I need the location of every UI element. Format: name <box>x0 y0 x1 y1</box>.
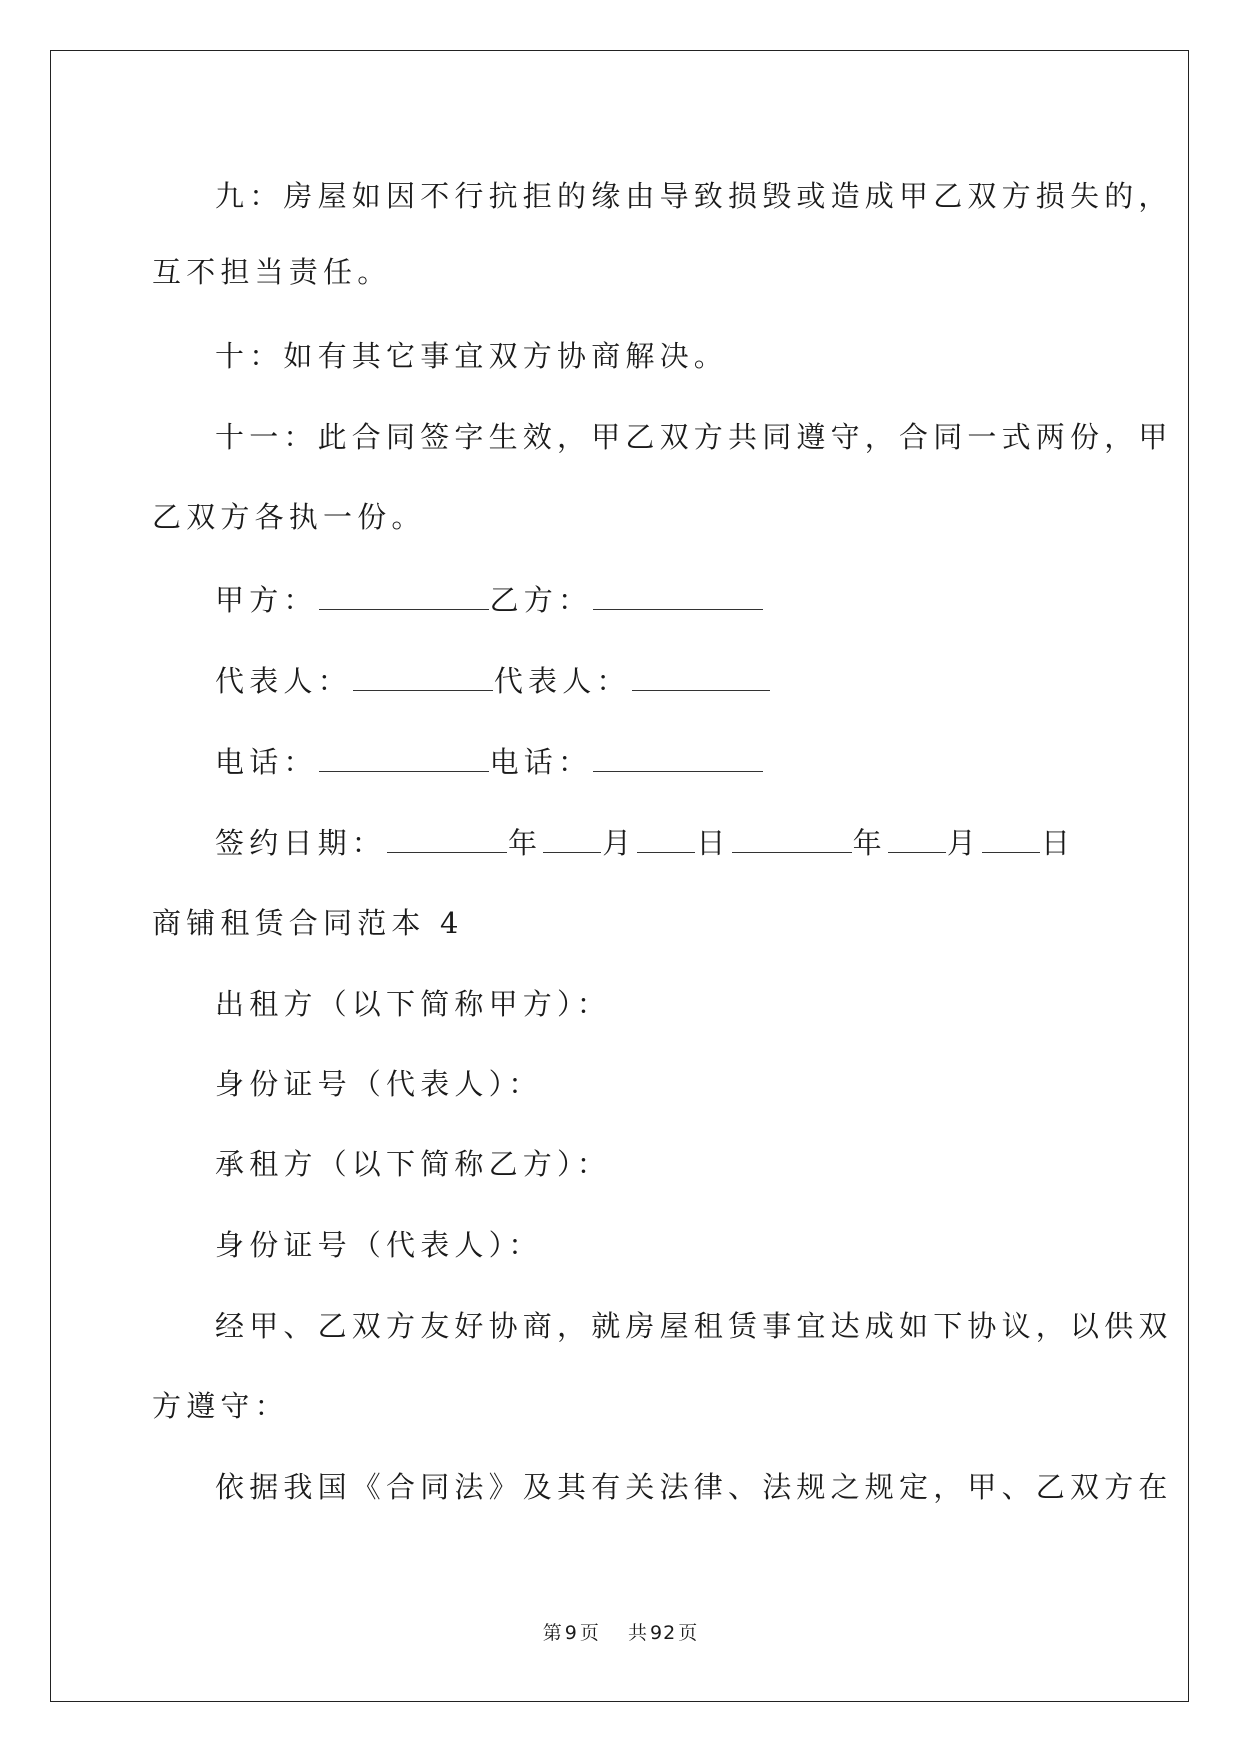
total-suffix: 页 <box>678 1622 699 1644</box>
day-label-2: 日 <box>1041 826 1076 860</box>
basis-line-1: 依据我国《合同法》及其有关法律、法规之规定，甲、乙双方在 <box>215 1470 1173 1504</box>
clause-11-line-1: 十一：此合同签字生效，甲乙双方共同遵守，合同一式两份，甲 <box>215 420 1173 454</box>
year-blank-2 <box>732 826 852 853</box>
date-label: 签约日期： <box>215 826 387 860</box>
month-blank-1 <box>543 826 601 853</box>
rep-b-label: 代表人： <box>493 664 631 698</box>
year-label-2: 年 <box>852 826 887 860</box>
phone-b-label: 电话： <box>489 745 593 779</box>
clause-9-line-2: 互不担当责任。 <box>152 255 392 289</box>
section-title: 商铺租赁合同范本 4 <box>152 906 464 940</box>
intro-line-2: 方遵守： <box>152 1389 289 1423</box>
lessor-line: 出租方（以下简称甲方）： <box>215 987 611 1021</box>
signing-date-row <box>215 823 1075 863</box>
page-border <box>50 50 1189 1702</box>
day-label-1: 日 <box>696 826 731 860</box>
day-blank-1 <box>637 826 695 853</box>
lessor-id-line: 身份证号（代表人）： <box>215 1067 543 1101</box>
party-a-blank <box>319 583 489 610</box>
page-suffix: 页 <box>579 1622 600 1644</box>
clause-11-line-2: 乙双方各执一份。 <box>152 500 426 534</box>
lessee-id-line: 身份证号（代表人）： <box>215 1228 543 1262</box>
page-footer <box>0 1618 1241 1645</box>
phone-a-blank <box>319 745 489 772</box>
phone-a-label: 电话： <box>215 745 318 779</box>
month-label-1: 月 <box>602 826 637 860</box>
party-signature-row <box>215 580 764 620</box>
total-pages: 92 <box>650 1622 677 1644</box>
party-a-label: 甲方： <box>215 583 318 617</box>
lessee-line: 承租方（以下简称乙方）： <box>215 1147 611 1181</box>
page-number: 9 <box>564 1622 578 1644</box>
month-label-2: 月 <box>946 826 982 860</box>
page-prefix: 第 <box>542 1622 563 1644</box>
year-label-1: 年 <box>508 826 543 860</box>
day-blank-2 <box>982 826 1040 853</box>
intro-line-1: 经甲、乙双方友好协商，就房屋租赁事宜达成如下协议，以供双 <box>215 1309 1173 1343</box>
representative-row <box>215 661 771 701</box>
rep-a-label: 代表人： <box>215 664 352 698</box>
rep-b-blank <box>632 664 770 691</box>
phone-b-blank <box>593 745 763 772</box>
rep-a-blank <box>353 664 493 691</box>
party-b-blank <box>593 583 763 610</box>
party-b-label: 乙方： <box>489 583 593 617</box>
month-blank-2 <box>888 826 946 853</box>
clause-9-line-1: 九：房屋如因不行抗拒的缘由导致损毁或造成甲乙双方损失的， <box>215 179 1173 213</box>
phone-row <box>215 742 764 782</box>
total-prefix: 共 <box>628 1622 649 1644</box>
clause-10: 十：如有其它事宜双方协商解决。 <box>215 339 729 373</box>
year-blank-1 <box>387 826 507 853</box>
